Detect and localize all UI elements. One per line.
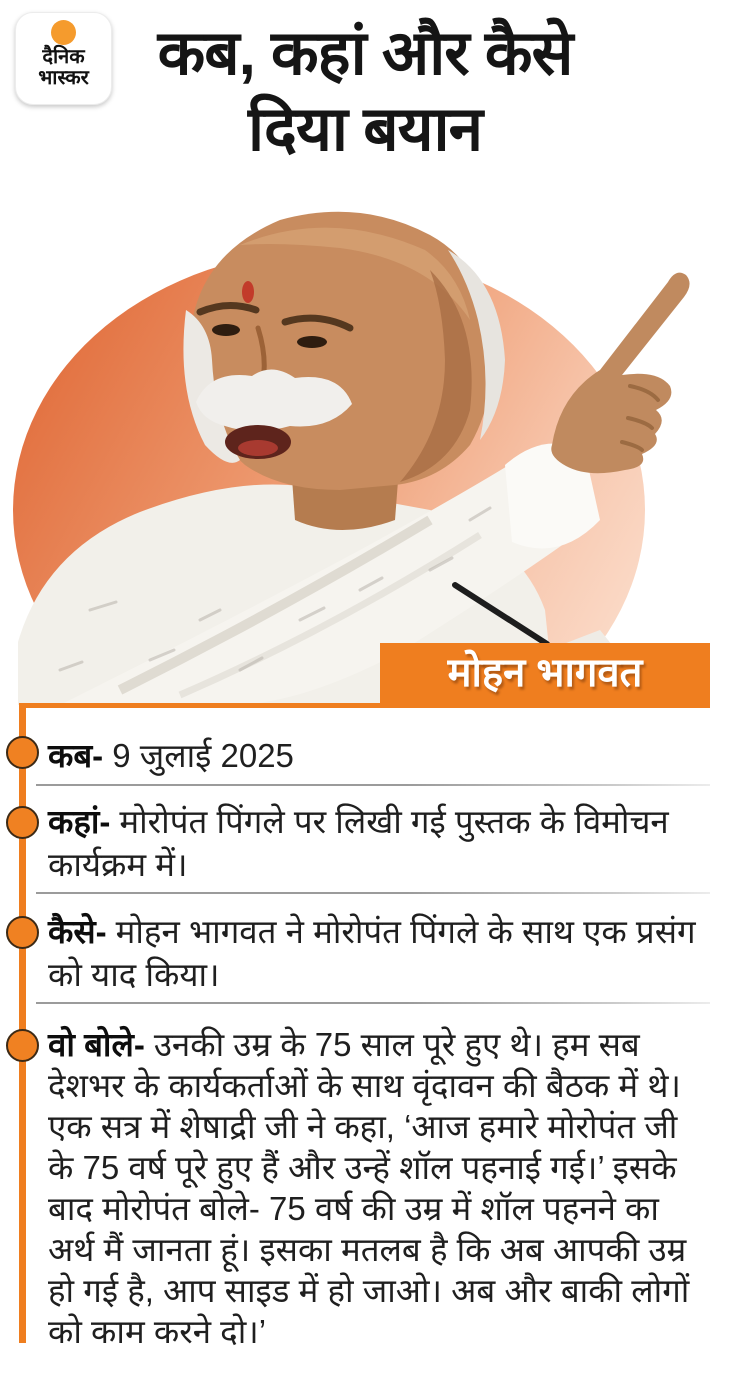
timeline-item-where <box>48 800 708 886</box>
item-text: मोरोपंत पिंगले पर लिखी गई पुस्तक के विमोचन कार्यक्रम में। <box>48 803 669 883</box>
item-text: मोहन भागवत ने मोरोपंत पिंगले के साथ एक प्रसंग को याद किया। <box>48 913 696 993</box>
timeline-item-quote <box>48 1024 708 1352</box>
mouth-inner <box>238 440 278 456</box>
item-label: कब- <box>48 737 104 774</box>
item-label: कैसे- <box>48 913 107 950</box>
person-name-tag: मोहन भागवत <box>380 643 710 705</box>
page-title-line2: दिया बयान <box>247 95 483 164</box>
separator <box>36 784 710 786</box>
logo-text-line2: भास्कर <box>38 67 89 89</box>
eye-left <box>212 324 240 336</box>
dainik-bhaskar-logo <box>15 12 112 105</box>
bullet-dot <box>6 806 39 839</box>
separator <box>36 892 710 894</box>
timeline-vertical-rail <box>19 703 26 1343</box>
bullet-dot <box>6 916 39 949</box>
logo-sun-icon <box>51 20 76 45</box>
page-title-line1: कब, कहां और कैसे <box>157 19 573 88</box>
eye-right <box>297 336 327 348</box>
timeline-top-rule <box>20 703 710 708</box>
photo <box>0 190 730 705</box>
bullet-dot <box>6 736 39 769</box>
logo-text-line1: दैनिक <box>42 46 85 68</box>
timeline-item-how <box>48 910 708 996</box>
tilak-mark <box>242 281 254 303</box>
bullet-dot <box>6 1029 39 1062</box>
item-text: उनकी उम्र के 75 साल पूरे हुए थे। हम सब देशभर के कार्यकर्ताओं के साथ वृंदावन की बैठक में थे। एक सत्र में शेषाद्री जी ने कहा, ‘आज हमारे मोरोपंत जी के 75 वर्ष पूरे हुए हैं और उन्हें शॉल पहनाई गई।’ इसके बाद मोरोपंत बोले- 75 वर्ष की उम्र में शॉल पहनने का अर्थ मैं जानता हूं। इसका मतलब है कि अब आपकी उम्र हो गई है, आप साइड में हो जाओ। अब और बाकी लोगों को काम करने दो।’ <box>48 1026 690 1350</box>
separator <box>36 1002 710 1004</box>
item-label: कहां- <box>48 803 111 840</box>
item-label: वो बोले- <box>48 1026 145 1063</box>
person-photo-illustration <box>0 190 730 705</box>
timeline-item-when <box>48 734 708 777</box>
item-text: 9 जुलाई 2025 <box>112 737 294 774</box>
